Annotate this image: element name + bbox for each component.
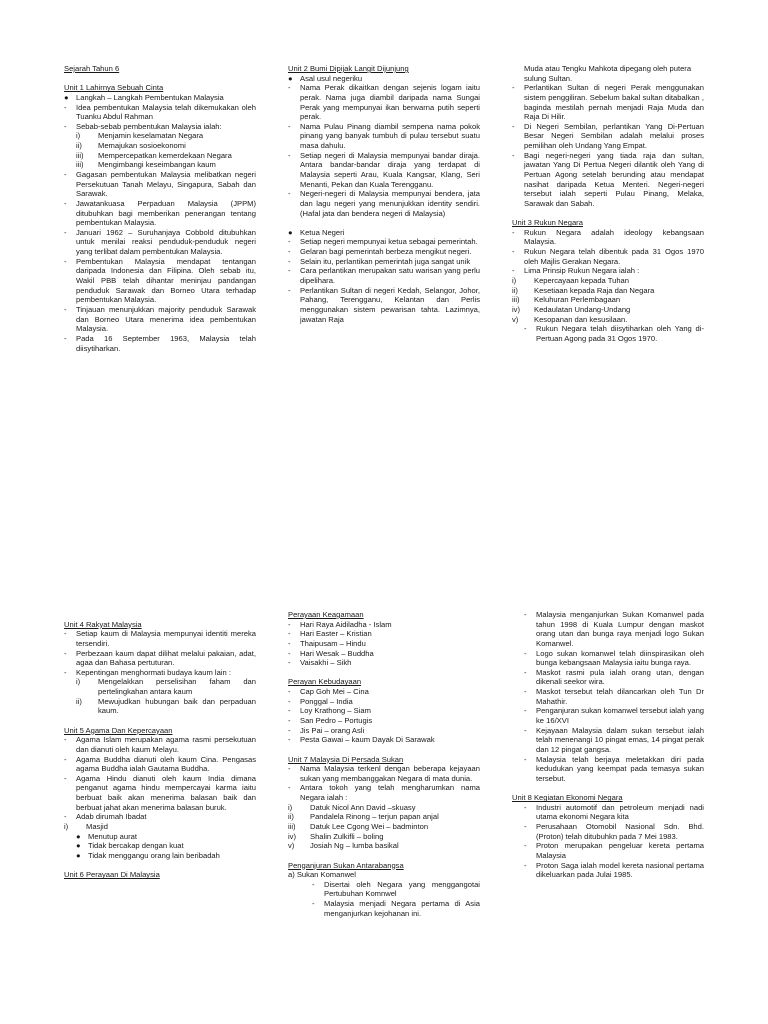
list-marker: - [524,841,527,851]
list-marker: - [512,247,515,257]
list-marker: i) [76,131,81,141]
sukan-komanwel-list [288,880,480,919]
list-marker: iii) [512,295,520,305]
unit3-declaration [512,324,704,343]
list-item-text: Setiap negeri mempunyai ketua sebagai pemerintah. [300,237,478,247]
list-marker: - [512,121,515,131]
list-marker: - [524,706,527,716]
list-item-text: Maskot rasmi pula ialah orang utan, dengan dikenali seekor wira. [536,667,704,687]
list-item [288,832,480,842]
list-marker: - [524,725,527,735]
list-item-text: Perbezaan kaum dapat dilihat melalui pakaian, adat, agaa dan Bahasa pertuturan. [76,648,256,668]
list-item [76,697,256,716]
list-marker: - [64,304,67,314]
list-item [288,735,480,745]
list-marker: - [64,102,67,112]
list-item [512,276,704,286]
list-marker: ii) [76,696,82,706]
list-item [288,237,480,247]
komanwel-facts-list [512,610,704,784]
list-item [76,131,256,141]
column-bottom-middle [288,610,480,918]
list-item [512,286,704,296]
list-marker: - [512,83,515,93]
list-item [288,151,480,190]
list-item [64,170,256,199]
unit3-list [512,228,704,276]
list-item-text: Idea pembentukan Malaysia telah dikemukakan oleh Tuanku Abdul Rahman [76,102,256,122]
list-item [64,755,256,774]
list-item [512,266,704,276]
list-item-text: Pandalela Rinong – terjun papan anjal [310,812,439,822]
continuation-text: Muda atau Tengku Mahkota dipegang oleh putera sulung Sultan. [524,64,692,83]
list-item-text: Kedaulatan Undang-Undang [534,304,631,314]
unit7-list [288,764,480,803]
list-item [64,812,256,822]
list-item-text: Gelaran bagi pemerintah berbeza mengikut negeri. [300,247,472,257]
list-item-text: Maskot tersebut telah dilancarkan oleh Tun Dr Mahathir. [536,687,704,706]
masjid-item [64,822,256,832]
list-item [76,841,256,851]
list-item-text: Pembentukan Malaysia mendapat tentangan daripada Indonesia dan Filipina. Oleh sebab itu, Wakil PBB telah dihantar meninjau pandangan penduduk Sarawak dan Borneo Utara terhadap pembentukan Malaysia. [76,256,256,305]
list-marker: - [288,658,291,668]
perayaan-keagamaan-list [288,620,480,668]
list-marker: - [288,266,291,276]
list-item-text: Proton Saga ialah model kereta nasional pertama dikeluarkan pada Julai 1985. [536,860,704,880]
list-marker: - [64,754,67,764]
list-item-text: Mewujudkan hubungan baik dan perpaduan kaum. [98,696,256,716]
list-item-text: Jawatankuasa Perpaduan Malaysia (JPPM) ditubuhkan bagi memberikan penerangan tentang pembentukan Malaysia. [76,198,256,228]
list-item [312,899,480,918]
list-item [288,783,480,802]
list-item [288,803,480,813]
list-item-text: Proton merupakan pengeluar kereta pertama Malaysia [536,841,704,860]
column-top-right [512,64,704,344]
list-item [76,141,256,151]
unit7-heading: Unit 7 Malaysia Di Persada Sukan [288,754,404,764]
list-marker: - [512,266,515,276]
list-item [64,122,256,132]
list-item-text: Di Negeri Sembilan, perlantikan Yang Di-Pertuan Besar Negeri Sembilan adalah melalui proses pemilihan oleh Undang Yang Empat. [524,121,704,151]
list-marker: - [524,610,527,619]
list-item [512,247,704,266]
list-marker: - [524,860,527,870]
list-marker: - [64,812,67,822]
perayaan-kebudayaan-heading: Perayan Kebudayaan [288,677,362,687]
list-item [76,851,256,861]
unit1-list [64,93,256,132]
list-item [524,755,704,784]
list-item-text: Adab dirumah Ibadat [76,812,147,822]
column-top-middle [288,64,480,324]
list-item-text: Nama Malaysia terkenl dengan beberapa kejayaan sukan yang membanggakan Negara di mata dunia. [300,764,480,783]
list-item [64,334,256,353]
list-marker: v) [512,314,519,324]
list-item-text: Masjid [86,822,108,831]
list-item-text: Hari Raya Aidiladha - Islam [300,619,392,629]
list-item [288,706,480,716]
list-item [76,160,256,170]
column-bottom-left [64,610,256,880]
list-item-text: Malaysia menganjurkan Sukan Komanwel pada tahun 1998 di Kuala Lumpur dengan maskot orang utan dan bunga raya menjadi logo Sukan Komanwel. [536,610,704,648]
list-item-text: Logo sukan komanwel telah diinspirasikan oleh bunga kebangsaan Malaysia iaitu bunga raya. [536,648,704,668]
list-marker: iv) [512,304,521,314]
list-marker: - [288,783,291,793]
list-marker: - [288,638,291,648]
list-item [524,687,704,706]
list-item-text: Setiap kaum di Malaysia mempunyai identiti mereka tersendiri. [76,629,256,648]
list-item-text: Loy Krathong – Siam [300,706,371,716]
unit2-list-1 [288,83,480,218]
list-marker: - [64,121,67,131]
list-item [64,228,256,257]
list-marker: ● [76,831,81,841]
list-item [64,629,256,648]
list-marker: i) [76,677,81,687]
list-marker: - [64,198,67,208]
list-marker: - [288,725,291,735]
list-item [512,228,704,247]
list-item-text: Gagasan pembentukan Malaysia melibatkan negeri Persekutuan Tanah Melayu, Singapura, Sabah dan Sarawak. [76,170,256,199]
list-item-text: Rukun Negara telah dibentuk pada 31 Ogos 1970 oleh Majlis Gerakan Negara. [524,247,704,266]
list-marker: - [524,687,527,697]
list-marker: - [288,706,291,716]
list-item [288,726,480,736]
list-item [288,639,480,649]
list-item-text: Rukun Negara telah diisytiharkan oleh Yang di-Pertuan Agong pada 31 Ogos 1970. [536,324,704,343]
list-marker: - [288,716,291,725]
list-item-text: Malaysia telah berjaya meletakkan diri pada kedudukan yang keempat pada temasya sukan tersebut. [536,754,704,783]
unit2-list-3 [512,83,704,208]
list-marker: iii) [76,150,84,160]
list-marker: - [64,648,67,658]
list-item [64,199,256,228]
column-top-left [64,64,256,353]
list-item [64,649,256,668]
list-item-text: Josiah Ng – lumba basikal [310,841,399,851]
unit1-heading: Unit 1 Lahirnya Sebuah Cinta [64,83,164,93]
list-item-text: Datuk Nicol Ann David –skuasy [310,802,416,812]
list-marker: - [64,629,67,639]
list-item-text: Kejayaan Malaysia dalam sukan tersebut ialah telah menenangi 10 pingat emas, 14 pingat perak dan 12 pingat gangsa. [536,725,704,754]
list-marker: - [288,687,291,697]
list-marker: - [288,619,291,629]
list-item [76,677,256,696]
list-marker: - [288,150,291,160]
list-item-text: Jis Pai – orang Asli [300,725,365,735]
list-item-text: Malaysia menjadi Negara pertama di Asia menganjurkan kejohanan ini. [324,899,480,918]
list-marker: i) [64,822,69,831]
list-item [288,841,480,851]
list-item [524,324,704,343]
list-marker: ii) [76,141,82,151]
list-item-text: Nama Perak dikaitkan dengan sejenis logam iaitu perak. Nama juga diambil daripada nama Sungai Perak yang mempunyai ikan berwarna putih seperti perak. [300,83,480,122]
sukan-antarabangsa-heading: Penganjuran Sukan Antarabangsa [288,860,404,870]
unit5-heading: Unit 5 Agama Dan Kepercayaan [64,725,173,735]
list-item-text: Lima Prinsip Rukun Negara ialah : [524,266,640,276]
list-marker: - [524,754,527,764]
list-item [288,649,480,659]
list-item [512,83,704,122]
list-item [524,822,704,841]
list-item-text: Menutup aurat [88,831,137,841]
list-marker: i) [288,802,293,812]
list-item-text: Sebab-sebab pembentukan Malaysia ialah: [76,121,222,131]
list-item [64,822,256,832]
list-marker: - [288,237,291,247]
list-item-text: Memajukan sosioekonomi [98,141,186,151]
list-item [512,315,704,325]
list-marker: - [312,879,315,889]
list-item-text: Mengimbangi keseimbangan kaum [98,160,216,170]
sukan-komanwel-label: a) Sukan Komanwel [288,870,356,880]
list-marker: - [312,899,315,909]
list-item [288,687,480,697]
list-item-text: Shalin Zulkifli – boling [310,831,384,841]
list-item [512,295,704,305]
list-marker: iii) [288,822,296,831]
unit5-list [64,735,256,822]
list-item [524,726,704,755]
list-marker: - [64,256,67,266]
list-marker: - [288,735,291,745]
list-item-text: Kepentingan menghormati budaya kaum lain : [76,667,231,677]
unit6-heading: Unit 6 Perayaan Di Malaysia [64,870,160,880]
list-marker: - [512,150,515,160]
list-item-text: Nama Pulau Pinang diambil sempena nama pokok pinang yang banyak tumbuh di pulau tersebut suatu masa dahulu. [300,121,480,151]
list-item-text: Langkah – Langkah Pembentukan Malaysia [76,92,224,102]
list-marker: ● [76,841,81,851]
list-item [524,841,704,860]
list-item [288,629,480,639]
unit4-heading: Unit 4 Rakyat Malaysia [64,619,142,629]
list-item [524,668,704,687]
unit3-heading: Unit 3 Rukun Negara [512,218,583,228]
unit1-list-2 [64,170,256,353]
list-item [64,774,256,813]
list-item-text: Industri automotif dan petroleum menjadi nadi utama ekonomi Negara kita [536,802,704,822]
document-title: Sejarah Tahun 6 [64,64,120,73]
list-item-text: Menjamin keselamatan Negara [98,131,204,141]
list-item [288,189,480,218]
list-item [76,151,256,161]
list-item-text: Kesopanan dan kesusilaan. [534,314,628,324]
list-marker: - [524,802,527,812]
list-item [64,668,256,678]
list-marker: v) [288,841,295,851]
list-item-text: Bagi negeri-negeri yang tiada raja dan sultan, jawatan Yang Di Pertua Negeri dilantik oleh Yang di Pertuan Agong setelah berunding atau mendapat nasihat daripada Ketua Menteri. Negeri-negeri tersebut ialah seperti Pulau Pinang, Melaka, Sarawak dan Sabah. [524,150,704,208]
list-item-text: Perusahaan Otomobil Nasional Sdn. Bhd. (Proton) telah ditubuhkn pada 7 Mei 1983. [536,822,704,841]
list-marker: - [288,121,291,131]
list-marker: - [524,324,527,334]
list-item [288,122,480,151]
list-item [64,305,256,334]
list-marker: iv) [288,831,297,841]
list-item [312,880,480,899]
list-item-text: Thaipusam – Hindu [300,638,366,648]
unit4-list [64,629,256,677]
list-item [524,861,704,880]
list-item-text: Ponggal – India [300,696,353,706]
list-marker: - [288,629,291,639]
list-item [524,803,704,822]
list-marker: - [64,170,67,179]
list-item-text: Penganjuran sukan komanwel tersebut ialah yang ke 16/XVI [536,706,705,726]
list-item [288,620,480,630]
list-item-text: Agama Buddha dianuti oleh kaum Cina. Pengasas agama Buddha ialah Gautama Buddha. [76,754,256,774]
list-marker: - [64,735,67,745]
list-item-text: Perlantikan Sultan di negeri Perak menggunakan sistem penggiliran. Sebelum bakal sultan ditabalkan , baginda mestilah pernah menjadi Raja Muda dan Raja Di Hilir. [524,83,704,122]
unit8-heading: Unit 8 Kegiatan Ekonomi Negara [512,793,623,803]
list-item [512,305,704,315]
unit1-reasons [64,131,256,170]
list-item [288,257,480,267]
list-item-text: Keluhuran Perlembagaan [534,295,621,305]
bullet-asal-usul: ● Asal usul negeriku [288,73,363,83]
list-item-text: Kepercayaan kepada Tuhan [534,276,629,286]
list-marker: ● [64,92,69,102]
list-marker: - [288,648,291,658]
list-item-text: Vaisakhi – Sikh [300,658,352,668]
list-marker: - [64,333,67,343]
list-item [288,697,480,707]
list-item-text: Mengelakkan perselisihan faham dan pertelingkahan antara kaum [98,677,256,697]
list-item [288,83,480,122]
list-item-text: Mempercepatkan kemerdekaan Negara [98,150,232,160]
list-item [512,151,704,209]
list-item-text: Datuk Lee Cgong Wei – badminton [310,822,429,831]
unit8-list [512,803,704,880]
list-marker: - [288,696,291,706]
list-item [288,247,480,257]
list-marker: - [288,256,291,266]
list-item-text: San Pedro – Portugis [300,716,373,725]
list-item [524,610,704,649]
list-item [288,286,480,325]
list-item-text: Hari Wesak – Buddha [300,648,374,658]
list-marker: - [288,285,291,295]
list-item [524,706,704,725]
list-item [524,649,704,668]
masjid-rules [64,832,256,861]
list-item-text: Rukun Negara adalah ideology kebangsaan Malaysia. [524,227,704,247]
list-marker: - [288,247,291,257]
list-item [288,764,480,783]
list-item-text: Tidak bercakap dengan kuat [88,841,184,851]
list-item [64,735,256,754]
list-item-text: Setiap negeri di Malaysia mempunyai bandar diraja. Antara bandar-bandar diraja yang terdapat di Malaysia seperti Arau, Kuala Kangsar, Klang, Seri Menanti, Pekan dan Kuala Terengganu. [300,150,480,189]
list-item-text: Tidak menggangu orang lain beribadah [88,850,220,860]
list-marker: - [524,648,527,658]
list-item [288,812,480,822]
bullet-ketua-negeri: ● Ketua Negeri [288,227,345,237]
column-bottom-right [512,610,704,880]
unit2-list-2 [288,237,480,324]
list-item-text: Antara tokoh yang telah mengharumkan nama Negara ialah : [300,783,480,803]
list-item-text: Disertai oleh Negara yang menggangotai Pertubuhan Komnwel [324,879,480,899]
list-item [288,266,480,285]
list-item [512,122,704,151]
list-item-text: Pesta Gawai – kaum Dayak Di Sarawak [300,735,435,745]
list-item [64,103,256,122]
list-item-text: Kesetiaan kepada Raja dan Negara [534,285,655,295]
list-item [64,93,256,103]
list-item-text: Perlantikan Sultan di negeri Kedah, Selangor, Johor, Pahang, Terengganu, Kelantan dan Perlis menggunakan sistem pewarisan tahta. Lazimnya, jawatan Raja [300,285,480,324]
list-marker: - [288,764,291,774]
list-item [64,257,256,305]
tokoh-sukan-list [288,803,480,851]
list-marker: - [64,227,67,237]
unit2-heading: Unit 2 Bumi Dipijak Langit Dijunjung [288,64,409,73]
list-marker: - [288,83,291,93]
list-item [288,822,480,832]
list-marker: - [512,227,515,237]
list-marker: - [64,773,67,783]
list-item [288,716,480,726]
perayaan-keagamaan-heading: Perayaan Keagamaan [288,610,364,619]
list-item-text: Cara perlantikan merupakan satu warisan yang perlu dipelihara. [300,266,480,286]
list-marker: - [524,667,527,677]
unit3-principles [512,276,704,324]
list-marker: - [288,189,291,199]
list-marker: iii) [76,160,84,170]
list-item-text: Hari Easter – Kristian [300,629,372,639]
list-item [288,658,480,668]
list-marker: ● [76,850,81,860]
list-marker: - [64,667,67,677]
list-item [76,832,256,842]
unit4-reasons [64,677,256,716]
list-marker: - [524,822,527,832]
perayaan-kebudayaan-list [288,687,480,745]
list-item-text: Selain itu, perlantikan pemerintah juga sangat unik [300,256,471,266]
list-item-text: Agama Hindu dianuti oleh kaum India dimana penganut agama hindu mempercayai karma iaitu berbuat baik akan menerima balasan baik dan berbuat jahat akan menerima balasan buruk. [76,773,256,812]
list-item-text: Agama Islam merupakan agama rasmi persekutuan dan dianuti oleh kaum Melayu. [76,735,256,754]
list-marker: ii) [288,812,294,822]
list-marker: i) [512,276,517,286]
list-item-text: Tinjauan menunjukkan majority penduduk Sarawak dan Borneo Utara menerima idea pembentukan Malaysia. [76,304,256,334]
list-item-text: Negeri-negeri di Malaysia mempunyai bendera, jata dan lagu negeri yang menunjukkan identity sendiri. (Hafal jata dan bendera negeri di Malaysia) [300,189,480,218]
list-item-text: Januari 1962 – Suruhanjaya Cobbold ditubuhkan untuk menilai reaksi penduduk-penduduk negeri yang terlibat dalam pembentukan Malaysia. [76,227,256,257]
list-item-text: Cap Goh Mei – Cina [300,687,369,697]
list-marker: ii) [512,285,518,295]
list-item-text: Pada 16 September 1963, Malaysia telah diisytiharkan. [76,333,256,353]
